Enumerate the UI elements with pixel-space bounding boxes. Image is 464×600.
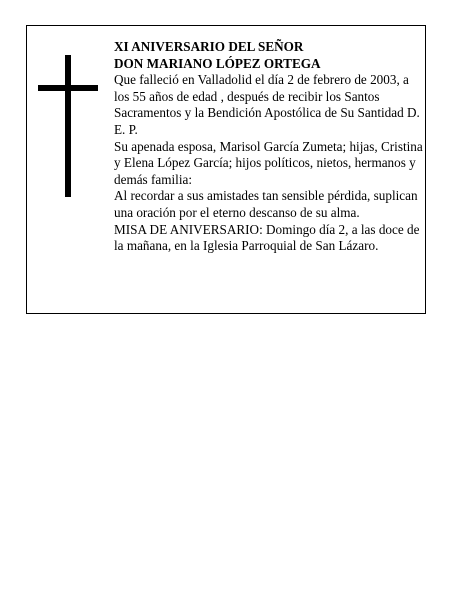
notice-title-line-1: XI ANIVERSARIO DEL SEÑOR (114, 39, 304, 54)
cross-horizontal-bar (38, 85, 98, 91)
request-paragraph: Al recordar a sus amistades tan sensible pérdida, suplican una oración por el eterno descanso de su alma. (114, 188, 418, 220)
notice-text (114, 39, 426, 255)
death-info-paragraph: Que falleció en Valladolid el día 2 de febrero de 2003, a los 55 años de edad , después de recibir los Santos Sacramentos y la Bendición Apostólica de Su Santidad D. E. P. (114, 72, 420, 137)
notice-title-line-2: DON MARIANO LÓPEZ ORTEGA (114, 55, 321, 71)
mass-paragraph: MISA DE ANIVERSARIO: Domingo día 2, a las doce de la mañana, en la Iglesia Parroquial de San Lázaro. (114, 221, 420, 254)
obituary-notice (26, 25, 426, 314)
cross-vertical-bar (65, 55, 71, 197)
family-paragraph: Su apenada esposa, Marisol García Zumeta; hijas, Cristina y Elena López García; hijos políticos, nietos, hermanos y demás familia: (114, 138, 423, 187)
